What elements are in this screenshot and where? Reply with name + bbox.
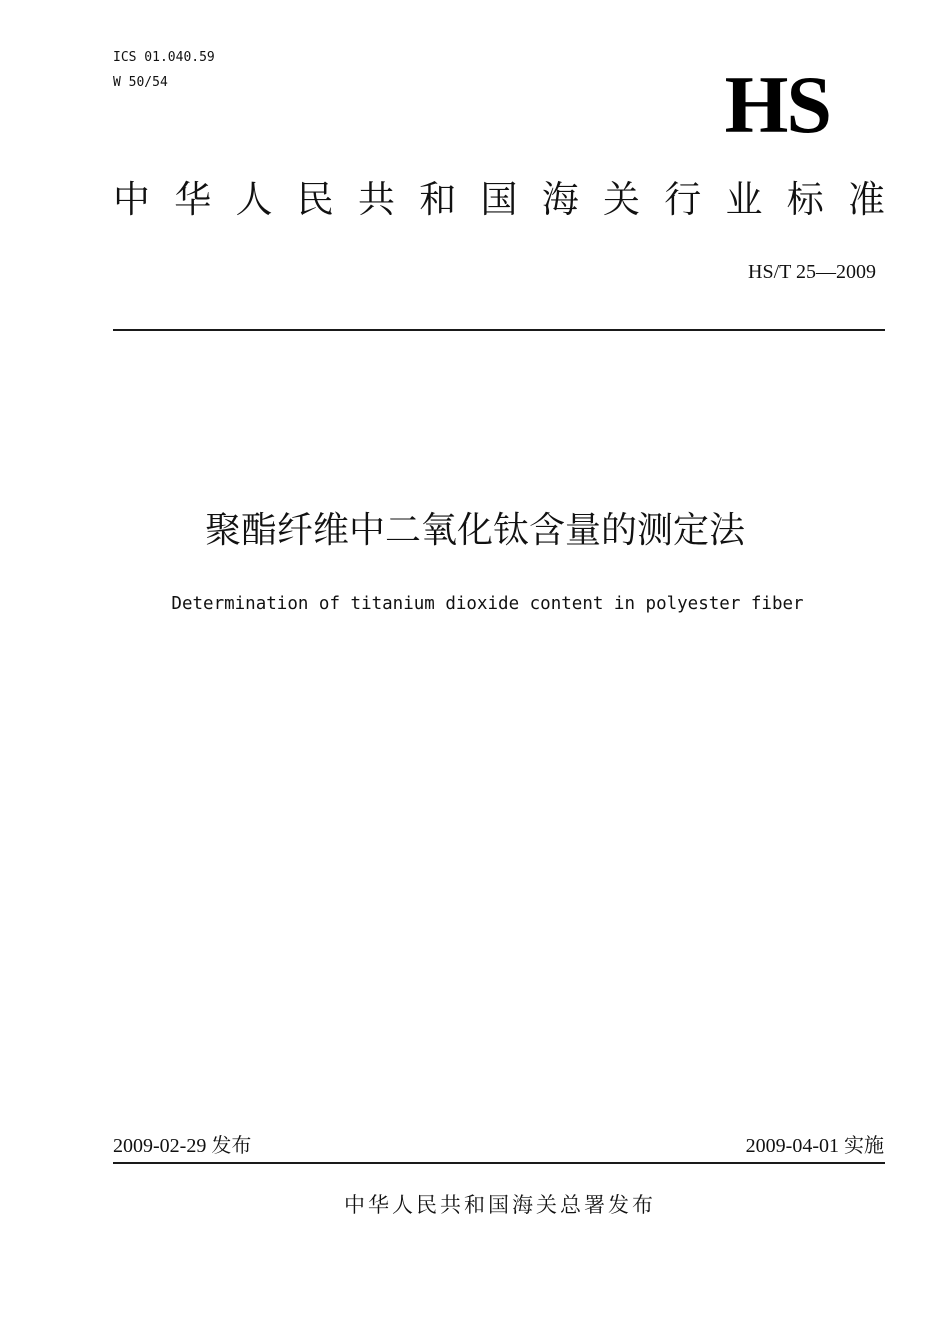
standard-type-char: 华 <box>174 178 212 221</box>
standard-number: HS/T 25—2009 <box>748 261 876 283</box>
implementation-date: 2009-04-01 实施 <box>745 1135 884 1157</box>
bottom-divider <box>113 1162 885 1164</box>
standard-type-char: 民 <box>296 178 334 221</box>
standard-type-char: 标 <box>786 178 824 221</box>
classification-code: W 50/54 <box>113 75 168 90</box>
title-english: Determination of titanium dioxide content in polyester fiber <box>171 594 804 614</box>
standard-type-char: 和 <box>419 178 457 221</box>
standard-type-char: 共 <box>358 178 395 221</box>
publisher: 中华人民共和国海关总署发布 <box>344 1193 656 1217</box>
standard-type-char: 中 <box>113 178 150 221</box>
top-divider <box>113 329 885 331</box>
standard-type-char: 海 <box>541 178 579 221</box>
standard-type-heading <box>113 174 885 226</box>
standard-type-char: 行 <box>664 178 702 221</box>
standard-type-char: 国 <box>480 178 518 221</box>
standard-type-char: 人 <box>235 178 273 221</box>
issue-date: 2009-02-29 发布 <box>113 1135 252 1157</box>
title-chinese: 聚酯纤维中二氧化钛含量的测定法 <box>204 510 745 551</box>
standard-type-char: 业 <box>725 178 763 221</box>
standard-type-char: 关 <box>603 178 640 221</box>
ics-code: ICS 01.040.59 <box>113 50 215 65</box>
standard-type-char: 准 <box>848 178 885 221</box>
hs-logo: HS <box>724 59 830 150</box>
